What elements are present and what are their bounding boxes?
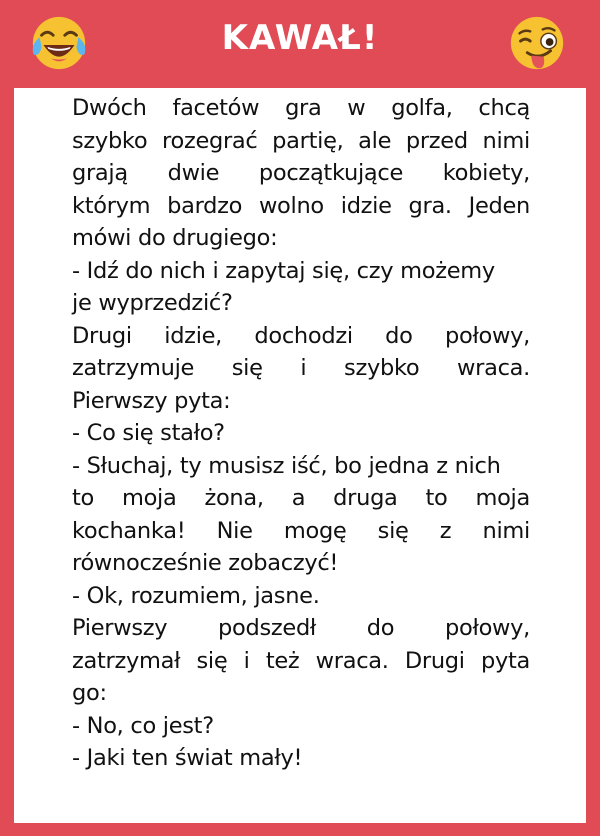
winking-face-with-tongue-icon (506, 12, 568, 74)
joke-line: - Ok, rozumiem, jasne. (72, 582, 320, 609)
joke-line: go: (72, 680, 107, 706)
joke-line: zatrzymuje się i szybko wraca. (72, 355, 530, 381)
joke-line: to moja żona, a druga to moja (72, 485, 530, 511)
joke-text (72, 92, 530, 775)
joke-line: - Idź do nich i zapytaj się, czy możemy (72, 257, 495, 284)
joke-line: szybko rozegrać partię, ale przed nimi (72, 127, 530, 154)
joke-line: - Jaki ten świat mały! (72, 745, 303, 771)
joke-card (14, 88, 586, 823)
joke-line: zatrzymał się i też wraca. Drugi pyta (72, 647, 530, 674)
joke-line: którym bardzo wolno idzie gra. Jeden (72, 192, 530, 219)
joke-line: grają dwie początkujące kobiety, (72, 160, 530, 186)
joke-line: mówi do drugiego: (72, 225, 278, 251)
joke-line: - Słuchaj, ty musisz iść, bo jedna z nich (72, 452, 501, 479)
joke-line: Pierwszy pyta: (72, 387, 231, 414)
joke-line: - No, co jest? (72, 712, 214, 739)
joke-line: kochanka! Nie mogę się z nimi (72, 517, 530, 544)
header-bar (0, 0, 600, 88)
joke-line: Pierwszy podszedł do połowy, (72, 615, 530, 641)
joke-line: je wyprzedzić? (72, 290, 233, 316)
joke-line: Dwóch facetów gra w golfa, chcą (72, 95, 530, 121)
joke-line: równocześnie zobaczyć! (72, 550, 339, 576)
joke-line: Drugi idzie, dochodzi do połowy, (72, 322, 530, 349)
page-title: KAWAŁ! (221, 18, 379, 58)
joke-line: - Co się stało? (72, 420, 225, 446)
